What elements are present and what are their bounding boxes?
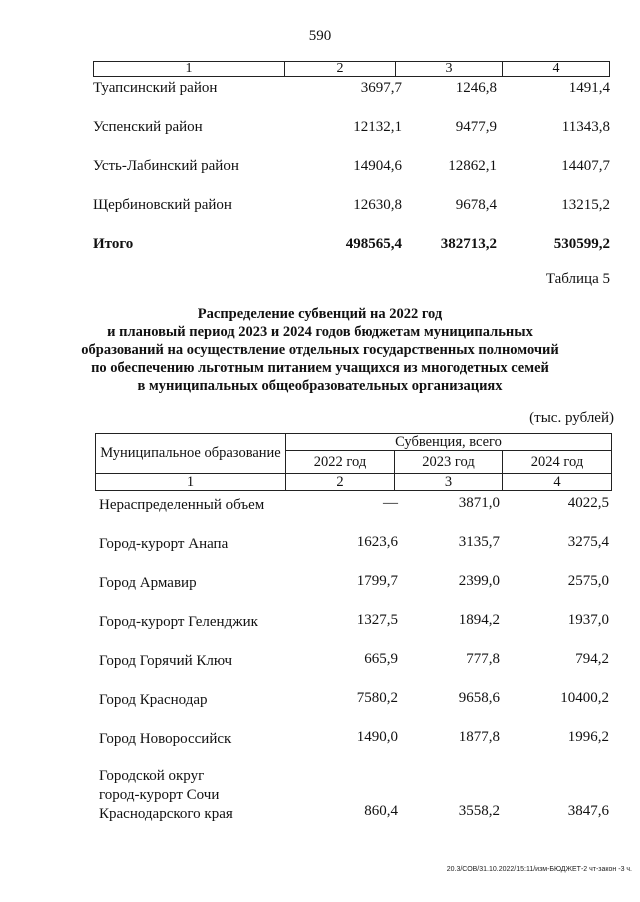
row-value-2023: 1246,8: [455, 80, 497, 96]
row-value-2022: 7580,2: [356, 690, 398, 706]
total-row: [93, 236, 610, 256]
row-value-2023: 3135,7: [458, 534, 500, 550]
heading-line: по обеспечению льготным питанием учащихся из многодетных семей: [91, 360, 549, 376]
document-footer: 20.3/СОВ/31.10.2022/15:11/изм-БЮДЖЕТ-2 чт-закон -3 ч.: [446, 866, 632, 873]
table-row: [95, 690, 612, 710]
row-value-2023: 9477,9: [455, 119, 497, 135]
row-name: Итого: [93, 236, 134, 252]
header-num-4: 4: [502, 473, 612, 491]
row-value-2022: 1490,0: [356, 729, 398, 745]
row-name-line: город-курорт Сочи: [99, 787, 220, 803]
header-municipality: Муниципальное образование: [95, 433, 286, 474]
row-name: Успенский район: [93, 119, 203, 135]
row-value-2024: 10400,2: [560, 690, 609, 706]
row-value-2024: 1996,2: [567, 729, 609, 745]
row-value-2022: 665,9: [364, 651, 398, 667]
page-number: 590: [308, 28, 332, 44]
header-year-2024: 2024 год: [502, 450, 612, 474]
row-value-2024: 3275,4: [567, 534, 609, 550]
row-name: Город Армавир: [99, 575, 197, 591]
row-value-2023: 3871,0: [458, 495, 500, 511]
table-row: [95, 651, 612, 671]
row-value-2024: 530599,2: [553, 236, 610, 252]
top-table-header: [93, 61, 610, 77]
row-value-2022: 3697,7: [360, 80, 402, 96]
top-header-col-2: 2: [285, 62, 396, 77]
table-row: [93, 80, 610, 100]
row-value-2022: 1327,5: [356, 612, 398, 628]
row-value-2022: 12132,1: [353, 119, 402, 135]
row-name: Город Горячий Ключ: [99, 653, 233, 669]
row-value-2023: 777,8: [466, 651, 500, 667]
table-label: Таблица 5: [545, 271, 610, 287]
row-value-2022: 1623,6: [356, 534, 398, 550]
row-name: Город-курорт Геленджик: [99, 614, 258, 630]
row-value-2024: 13215,2: [561, 197, 610, 213]
row-name: Город Краснодар: [99, 692, 208, 708]
table-row: [93, 119, 610, 139]
row-value-2024: 794,2: [575, 651, 609, 667]
header-year-2022: 2022 год: [285, 450, 395, 474]
row-name: Город-курорт Анапа: [99, 536, 229, 552]
row-value-2023: 1877,8: [458, 729, 500, 745]
row-value-2024: 3847,6: [567, 803, 609, 819]
row-value-2022: 1799,7: [356, 573, 398, 589]
table-heading: [60, 305, 580, 395]
row-name: Щербиновский район: [93, 197, 232, 213]
table-row: [95, 729, 612, 749]
row-name: Усть-Лабинский район: [93, 158, 239, 174]
row-value-2022: 498565,4: [345, 236, 402, 252]
heading-line: Распределение субвенций на 2022 год: [197, 306, 443, 322]
row-value-2023: 2399,0: [458, 573, 500, 589]
row-value-2024: 1937,0: [567, 612, 609, 628]
table-row: [95, 803, 612, 823]
table-row: [95, 534, 612, 554]
header-year-2023: 2023 год: [394, 450, 503, 474]
table-row: [95, 495, 612, 515]
row-value-2023: 9658,6: [458, 690, 500, 706]
row-value-2024: 14407,7: [561, 158, 610, 174]
table5-header: [95, 433, 612, 491]
row-value-2023: 3558,2: [458, 803, 500, 819]
top-header-col-3: 3: [396, 62, 503, 77]
top-header-col-1: 1: [94, 62, 285, 77]
table-row: [93, 158, 610, 178]
heading-line: образований на осуществление отдельных государственных полномочий: [81, 342, 559, 358]
row-value-2023: 382713,2: [440, 236, 497, 252]
row-value-2023: 9678,4: [455, 197, 497, 213]
row-value-2024: 2575,0: [567, 573, 609, 589]
row-name-line: Городской округ: [99, 768, 205, 784]
header-num-1: 1: [95, 473, 286, 491]
table-row: [95, 573, 612, 593]
header-subvention: Субвенция, всего: [285, 433, 612, 451]
row-value-2023: 1894,2: [458, 612, 500, 628]
table-row: [95, 612, 612, 632]
row-name-line: Краснодарского края: [99, 806, 233, 822]
row-name: Туапсинский район: [93, 80, 218, 96]
heading-line: и плановый период 2023 и 2024 годов бюджетам муниципальных: [107, 324, 533, 340]
row-value-2024: 11343,8: [561, 119, 610, 135]
heading-line: в муниципальных общеобразовательных организациях: [137, 378, 503, 394]
row-name: Нераспределенный объем: [99, 497, 265, 513]
row-value-2023: 12862,1: [448, 158, 497, 174]
row-name: Город Новороссийск: [99, 731, 232, 747]
header-num-3: 3: [394, 473, 503, 491]
top-header-col-4: 4: [503, 62, 610, 77]
header-num-2: 2: [285, 473, 395, 491]
row-value-2022: 12630,8: [353, 197, 402, 213]
row-value-2024: 4022,5: [567, 495, 609, 511]
table-row: [93, 197, 610, 217]
row-value-2022: 860,4: [364, 803, 398, 819]
row-value-2022: 14904,6: [353, 158, 402, 174]
row-value-2022: —: [383, 495, 398, 511]
row-value-2024: 1491,4: [568, 80, 610, 96]
units-label: (тыс. рублей): [529, 410, 614, 426]
